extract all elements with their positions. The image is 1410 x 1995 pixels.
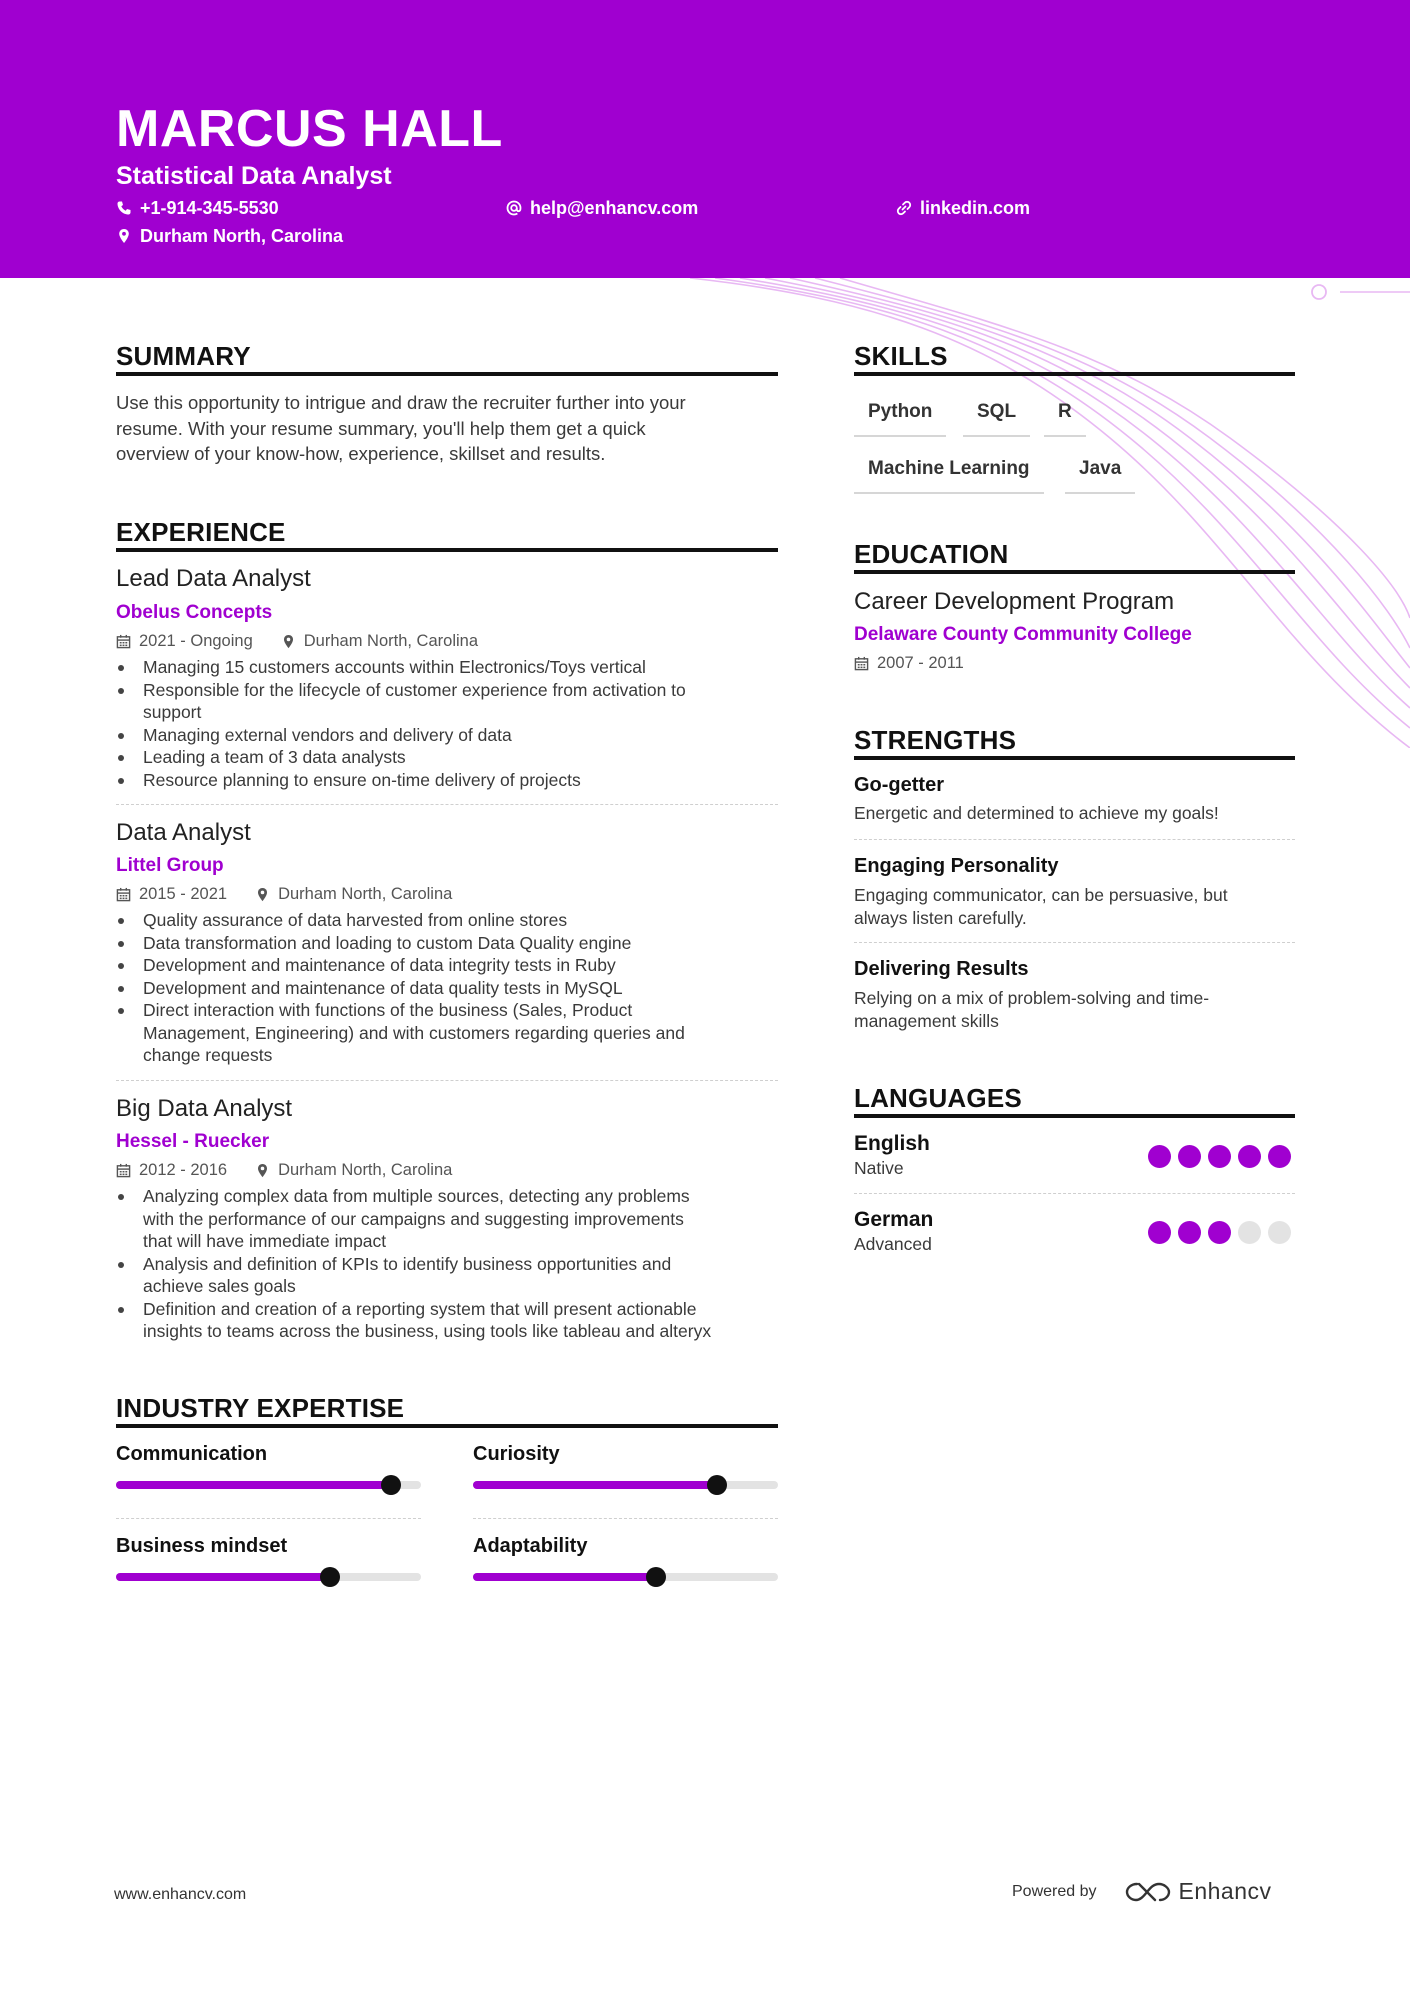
- expertise-bar: [473, 1573, 778, 1581]
- expertise-bar-fill: [116, 1573, 330, 1581]
- list-item: Managing 15 customers accounts within Electronics/Toys vertical: [116, 656, 778, 679]
- powered-by-label: Powered by: [1012, 1882, 1097, 1900]
- footer-website[interactable]: www.enhancv.com: [114, 1886, 247, 1903]
- decorative-wave-lines: [690, 278, 1410, 748]
- rating-dot: [1208, 1221, 1231, 1244]
- language-name: English: [854, 1132, 930, 1155]
- summary-heading: SUMMARY: [116, 341, 251, 371]
- expertise-bar-fill: [473, 1573, 656, 1581]
- skill-tag: Machine Learning: [854, 456, 1044, 494]
- contact-website[interactable]: [896, 196, 1030, 220]
- expertise-label: Communication: [116, 1443, 268, 1465]
- rating-dot: [1208, 1145, 1231, 1168]
- calendar-icon: [116, 1163, 131, 1178]
- skill-tag: Python: [854, 399, 946, 437]
- job-location: Durham North, Carolina: [278, 885, 453, 903]
- rating-dot: [1148, 1145, 1171, 1168]
- experience-rule: [116, 548, 778, 552]
- rating-dot: [1238, 1221, 1261, 1244]
- contact-location: [116, 224, 343, 248]
- summary-line: Use this opportunity to intrigue and draw the recruiter further into your: [116, 392, 686, 413]
- divider: [116, 1518, 421, 1519]
- list-item: Analyzing complex data from multiple sources, detecting any problems with the performance of our campaigns and suggesting improvements that will have immediate impact: [116, 1185, 778, 1253]
- list-item: Definition and creation of a reporting system that will present actionable insights to teams across the business, using tools like tableau and alteryx: [116, 1298, 778, 1343]
- job-company: Littel Group: [116, 855, 224, 876]
- language-rating: [1141, 1221, 1291, 1244]
- location-pin-icon: [255, 887, 270, 902]
- job-bullets: [116, 909, 778, 1067]
- expertise-bar-fill: [116, 1481, 391, 1489]
- rating-dot: [1268, 1145, 1291, 1168]
- industry-expertise-rule: [116, 1424, 778, 1428]
- strength-description: Engaging communicator, can be persuasive, but always listen carefully.: [854, 885, 1228, 928]
- expertise-bar-knob: [381, 1475, 401, 1495]
- job-company: Obelus Concepts: [116, 602, 273, 623]
- strength-title: Go-getter: [854, 774, 944, 796]
- education-school: Delaware County Community College: [854, 624, 1192, 645]
- summary-rule: [116, 372, 778, 376]
- language-name: German: [854, 1208, 934, 1231]
- job-meta: [116, 1159, 452, 1181]
- job-title: Lead Data Analyst: [116, 565, 311, 592]
- divider: [854, 942, 1295, 943]
- expertise-bar-fill: [473, 1481, 717, 1489]
- rating-dot: [1268, 1221, 1291, 1244]
- email-text: help@enhancv.com: [530, 198, 699, 218]
- skill-tag: SQL: [963, 399, 1030, 437]
- job-bullets: [116, 656, 778, 791]
- industry-expertise-heading: INDUSTRY EXPERTISE: [116, 1393, 405, 1423]
- divider: [854, 839, 1295, 840]
- location-pin-icon: [116, 228, 132, 244]
- list-item: Leading a team of 3 data analysts: [116, 746, 778, 769]
- list-item: Direct interaction with functions of the business (Sales, Product Management, Engineering) and with customers regarding queries and change requests: [116, 999, 778, 1067]
- summary-text: [116, 390, 686, 467]
- contact-email[interactable]: [506, 196, 698, 220]
- education-meta: [854, 652, 964, 674]
- job-company: Hessel - Ruecker: [116, 1131, 270, 1152]
- job-dates: 2015 - 2021: [139, 885, 228, 903]
- expertise-bar-knob: [320, 1567, 340, 1587]
- skill-tag: Java: [1065, 456, 1135, 494]
- calendar-icon: [116, 887, 131, 902]
- education-rule: [854, 570, 1295, 574]
- job-bullets: [116, 1185, 778, 1343]
- languages-heading: LANGUAGES: [854, 1083, 1022, 1113]
- enhancv-logo-icon: [1125, 1880, 1171, 1904]
- list-item: Development and maintenance of data integrity tests in Ruby: [116, 954, 778, 977]
- strengths-heading: STRENGTHS: [854, 725, 1017, 755]
- expertise-bar: [116, 1481, 421, 1489]
- phone-text: +1-914-345-5530: [140, 198, 279, 218]
- job-dates: 2021 - Ongoing: [139, 632, 253, 650]
- rating-dot: [1148, 1221, 1171, 1244]
- rating-dot: [1238, 1145, 1261, 1168]
- link-icon: [896, 200, 912, 216]
- candidate-name: MARCUS HALL: [116, 100, 503, 158]
- strength-description: Relying on a mix of problem-solving and time- management skills: [854, 988, 1210, 1031]
- strength-description: Energetic and determined to achieve my goals!: [854, 803, 1219, 823]
- job-location: Durham North, Carolina: [278, 1161, 453, 1179]
- experience-heading: EXPERIENCE: [116, 517, 286, 547]
- list-item: Development and maintenance of data quality tests in MySQL: [116, 977, 778, 1000]
- divider: [473, 1518, 778, 1519]
- job-location: Durham North, Carolina: [303, 632, 478, 650]
- job-meta: [116, 883, 452, 905]
- location-pin-icon: [255, 1163, 270, 1178]
- list-item: Analysis and definition of KPIs to identify business opportunities and achieve sales goals: [116, 1253, 778, 1298]
- education-heading: EDUCATION: [854, 539, 1009, 569]
- at-icon: [506, 200, 522, 216]
- calendar-icon: [116, 634, 131, 649]
- list-item: Quality assurance of data harvested from online stores: [116, 909, 778, 932]
- job-meta: [116, 630, 478, 652]
- rating-dot: [1178, 1221, 1201, 1244]
- skills-heading: SKILLS: [854, 341, 948, 371]
- skill-tag: R: [1044, 399, 1086, 437]
- divider: [116, 804, 778, 805]
- divider: [116, 1080, 778, 1081]
- expertise-label: Business mindset: [116, 1535, 288, 1557]
- calendar-icon: [854, 656, 869, 671]
- list-item: Responsible for the lifecycle of customer experience from activation to support: [116, 679, 778, 724]
- expertise-bar: [116, 1573, 421, 1581]
- education-dates: 2007 - 2011: [877, 654, 964, 672]
- expertise-bar: [473, 1481, 778, 1489]
- rating-dot: [1178, 1145, 1201, 1168]
- list-item: Data transformation and loading to custom Data Quality engine: [116, 932, 778, 955]
- strengths-rule: [854, 756, 1295, 760]
- expertise-label: Curiosity: [473, 1443, 560, 1465]
- expertise-label: Adaptability: [473, 1535, 588, 1557]
- footer-branding[interactable]: [1012, 1878, 1272, 1905]
- phone-icon: [116, 200, 132, 216]
- job-dates: 2012 - 2016: [139, 1161, 228, 1179]
- website-text: linkedin.com: [920, 198, 1031, 218]
- contact-phone[interactable]: [116, 196, 279, 220]
- language-level: Native: [854, 1158, 904, 1178]
- language-rating: [1141, 1145, 1291, 1168]
- language-level: Advanced: [854, 1234, 932, 1254]
- resume-header: [0, 0, 1410, 278]
- languages-rule: [854, 1114, 1295, 1118]
- candidate-title: Statistical Data Analyst: [116, 162, 392, 190]
- list-item: Resource planning to ensure on-time delivery of projects: [116, 769, 778, 792]
- location-pin-icon: [281, 634, 296, 649]
- job-title: Data Analyst: [116, 819, 251, 846]
- list-item: Managing external vendors and delivery of data: [116, 724, 778, 747]
- expertise-bar-knob: [707, 1475, 727, 1495]
- expertise-bar-knob: [646, 1567, 666, 1587]
- strength-title: Delivering Results: [854, 958, 1029, 980]
- location-text: Durham North, Carolina: [140, 226, 344, 246]
- strength-title: Engaging Personality: [854, 855, 1059, 877]
- job-title: Big Data Analyst: [116, 1095, 293, 1122]
- skills-rule: [854, 372, 1295, 376]
- enhancv-brand-name: Enhancv: [1178, 1878, 1272, 1904]
- education-degree: Career Development Program: [854, 588, 1175, 615]
- summary-line: resume. With your resume summary, you'll help them get a quick: [116, 417, 646, 439]
- summary-line: overview of your know-how, experience, skillset and results.: [116, 443, 606, 464]
- divider: [854, 1193, 1295, 1194]
